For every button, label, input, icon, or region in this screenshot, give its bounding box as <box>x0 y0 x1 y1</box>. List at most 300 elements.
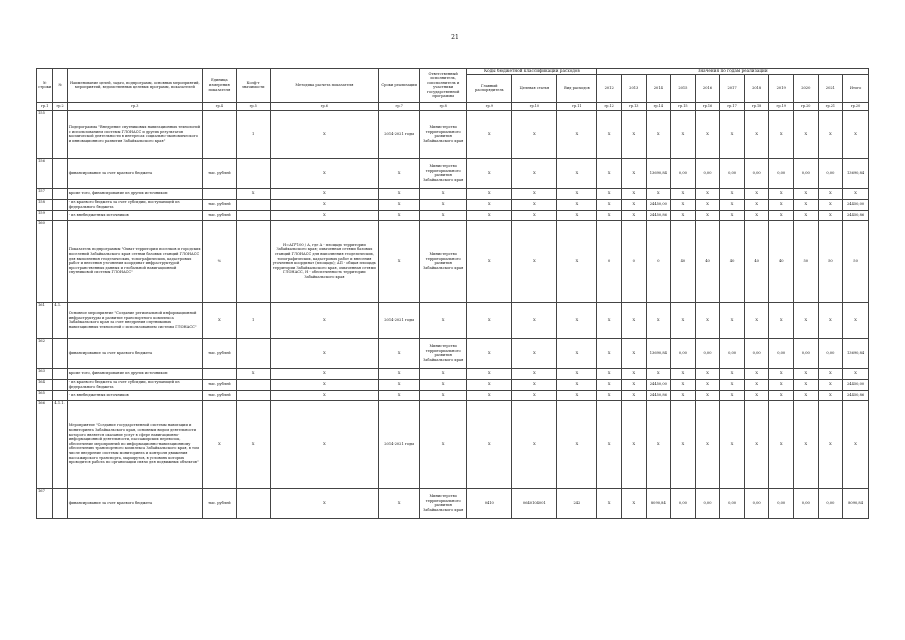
col-target-article-header: Целевая статья <box>512 74 557 102</box>
budget-codes-header: Коды бюджетной классификации расходов <box>467 69 597 75</box>
table-cell: 0,00 <box>720 158 745 188</box>
table-cell: Х <box>270 390 379 400</box>
table-cell: Х <box>695 390 720 400</box>
table-cell: 0,00 <box>695 338 720 368</box>
table-cell: Х <box>557 210 597 220</box>
table-cell: Х <box>720 110 745 158</box>
table-cell <box>202 368 236 379</box>
table-cell: Х <box>597 210 622 220</box>
table-cell: 0,00 <box>794 338 819 368</box>
table-row <box>37 158 869 188</box>
table-cell: Х <box>420 302 467 338</box>
table-cell: 2014-2021 годы <box>379 110 420 158</box>
table-cell: Х <box>646 368 671 379</box>
table-cell: 13690,84 <box>843 158 869 188</box>
table-cell: Х <box>420 400 467 488</box>
table-cell: Х <box>695 400 720 488</box>
table-cell: Х <box>379 379 420 390</box>
table-cell: Х <box>379 199 420 210</box>
table-cell: 0,00 <box>720 338 745 368</box>
column-number-cell: гр.20 <box>794 102 819 110</box>
table-cell: Х <box>379 338 420 368</box>
table-cell: Х <box>597 199 622 210</box>
table-cell: 24450,00 <box>843 379 869 390</box>
table-cell <box>53 368 67 379</box>
table-cell: Х <box>720 390 745 400</box>
year-header: 2015 <box>671 74 696 102</box>
table-cell: Х <box>557 220 597 302</box>
table-cell: тыс. рублей <box>202 158 236 188</box>
table-cell: 163 <box>37 368 53 379</box>
col-expense-type-header: Вид расходов <box>557 74 597 102</box>
table-cell: Х <box>720 302 745 338</box>
table-cell: Х <box>557 368 597 379</box>
table-cell: Х <box>818 368 843 379</box>
table-cell: Х <box>794 210 819 220</box>
table-cell: 0,00 <box>695 488 720 518</box>
table-cell: 160 <box>37 220 53 302</box>
table-cell <box>53 210 67 220</box>
col-row-number-header: № строки <box>37 69 53 103</box>
table-cell: Х <box>621 302 646 338</box>
table-cell: Х <box>270 400 379 488</box>
year-header: 2016 <box>695 74 720 102</box>
table-cell: Х <box>621 199 646 210</box>
table-cell: Х <box>621 390 646 400</box>
table-row <box>37 188 869 199</box>
table-cell: Х <box>621 158 646 188</box>
table-row <box>37 390 869 400</box>
table-cell: тыс. рублей <box>202 199 236 210</box>
table-row <box>37 210 869 220</box>
table-cell: 24450,86 <box>843 390 869 400</box>
column-number-cell: гр.1 <box>37 102 53 110</box>
table-cell <box>236 199 270 210</box>
table-cell: Х <box>236 368 270 379</box>
table-cell: 13690,84 <box>646 158 671 188</box>
column-number-cell: гр.12 <box>597 102 622 110</box>
table-cell: Х <box>794 390 819 400</box>
table-cell <box>53 199 67 210</box>
table-cell: Х <box>671 188 696 199</box>
column-number-cell: гр.6 <box>270 102 379 110</box>
table-cell: Х <box>512 210 557 220</box>
table-cell: Х <box>420 379 467 390</box>
table-cell: Х <box>512 199 557 210</box>
table-cell: 40 <box>769 220 794 302</box>
table-cell: Х <box>621 488 646 518</box>
table-cell: Х <box>769 210 794 220</box>
table-cell: Х <box>202 400 236 488</box>
table-cell: Х <box>512 158 557 188</box>
year-header: 2021 <box>818 74 843 102</box>
table-cell: тыс. рублей <box>202 488 236 518</box>
table-cell <box>53 379 67 390</box>
table-cell: Х <box>270 210 379 220</box>
table-cell: Х <box>512 338 557 368</box>
year-header: 2018 <box>744 74 769 102</box>
table-cell: 13690,84 <box>646 338 671 368</box>
column-number-cell: гр.21 <box>818 102 843 110</box>
table-cell: Х <box>769 400 794 488</box>
table-cell <box>53 488 67 518</box>
table-cell: Х <box>769 390 794 400</box>
col-executor-header: Ответственный исполнитель, соисполнитель и участники государственной программы <box>420 69 467 103</box>
table-cell: Министерство территориального развития Забайкальского края <box>420 220 467 302</box>
table-cell: 40 <box>695 220 720 302</box>
table-cell <box>236 379 270 390</box>
table-cell: Х <box>557 199 597 210</box>
table-cell: 50 <box>794 220 819 302</box>
page-number: 21 <box>451 34 459 41</box>
table-cell: Х <box>557 390 597 400</box>
table-cell: Х <box>420 210 467 220</box>
table-cell: Х <box>744 199 769 210</box>
table-cell: Х <box>467 110 512 158</box>
table-cell: Х <box>557 110 597 158</box>
table-cell: 158 <box>37 199 53 210</box>
table-cell: 0,00 <box>818 488 843 518</box>
table-cell: Х <box>467 188 512 199</box>
table-cell: Х <box>379 188 420 199</box>
table-cell: 0,00 <box>671 488 696 518</box>
year-header: 2012 <box>597 74 622 102</box>
table-cell: Х <box>379 390 420 400</box>
table-cell: Х <box>769 188 794 199</box>
column-number-cell: гр.18 <box>744 102 769 110</box>
table-cell: Х <box>597 188 622 199</box>
table-cell: Х <box>744 379 769 390</box>
table-row <box>37 302 869 338</box>
table-cell: Х <box>671 210 696 220</box>
table-cell: 2014-2021 годы <box>379 302 420 338</box>
year-values-header: Значения по годам реализации <box>597 69 869 75</box>
table-cell: 0,00 <box>769 158 794 188</box>
column-number-cell: гр.5 <box>236 102 270 110</box>
table-cell: Х <box>794 188 819 199</box>
column-number-cell: гр.2 <box>53 102 67 110</box>
table-cell: Х <box>512 220 557 302</box>
table-cell: Х <box>512 400 557 488</box>
column-number-cell: гр.17 <box>720 102 745 110</box>
table-cell: Х <box>270 488 379 518</box>
table-cell: Х <box>720 199 745 210</box>
column-number-cell: гр.14 <box>646 102 671 110</box>
table-cell: Х <box>769 379 794 390</box>
table-cell: Х <box>695 302 720 338</box>
table-cell: Х <box>818 302 843 338</box>
table-cell: Х <box>270 158 379 188</box>
table-cell: Х <box>818 210 843 220</box>
table-cell: 40 <box>720 220 745 302</box>
table-cell: Х <box>597 368 622 379</box>
table-cell: 0,00 <box>671 158 696 188</box>
table-cell: Х <box>379 368 420 379</box>
table-cell: Министерство территориального развития Забайкальского края <box>420 338 467 368</box>
table-cell: Х <box>843 188 869 199</box>
table-cell: Х <box>794 199 819 210</box>
table-cell: Х <box>512 302 557 338</box>
column-number-cell: гр.9 <box>467 102 512 110</box>
column-number-cell: гр.15 <box>671 102 696 110</box>
table-row <box>37 379 869 390</box>
total-header: Итого <box>843 74 869 102</box>
table-cell: Х <box>744 110 769 158</box>
table-cell: Н=АП*100 / А, где А - площадь территории Забайкальского края; охваченная сетями базовых станций ГЛОНАСС для выполнения геодезических, топографических, кадастровых работ и внесения уточнения координат (площадь); АП - общая площадь территории Забайкальского края, охваченная сетями ГЛОНАСС, Н - обеспеченность территории Забайкальского края <box>270 220 379 302</box>
table-cell: 156 <box>37 158 53 188</box>
table-cell: Х <box>236 188 270 199</box>
table-cell <box>53 338 67 368</box>
table-cell: Х <box>621 379 646 390</box>
table-cell: 0,00 <box>794 158 819 188</box>
table-cell: Х <box>794 110 819 158</box>
table-cell: Х <box>671 400 696 488</box>
table-cell: Х <box>695 379 720 390</box>
table-cell: 0,00 <box>769 338 794 368</box>
table-cell <box>53 158 67 188</box>
table-cell: Х <box>794 400 819 488</box>
table-cell: Х <box>646 302 671 338</box>
table-cell: Х <box>597 110 622 158</box>
column-number-cell: гр.16 <box>695 102 720 110</box>
table-cell: Х <box>467 368 512 379</box>
table-cell: Показатель подпрограммы "Охват территории поселков и городских поселений Забайкальского края сетями базовых станций ГЛОНАСС для выполнения геодезических, топографических, кадастровых работ и внесения уточнения координат инфраструктурой пространственных данных и глобальной навигационной спутниковой системы ГЛОНАСС" <box>67 220 202 302</box>
table-cell: Х <box>744 302 769 338</box>
column-number-cell: гр.10 <box>512 102 557 110</box>
table-cell: 24450,00 <box>646 379 671 390</box>
table-cell: 242 <box>557 488 597 518</box>
table-cell: 0 <box>646 220 671 302</box>
table-cell: Х <box>720 368 745 379</box>
table-cell: 166 <box>37 400 53 488</box>
table-cell: Х <box>379 158 420 188</box>
col-method-header: Методика расчета показателя <box>270 69 379 103</box>
table-cell: Х <box>467 338 512 368</box>
table-cell: Х <box>557 338 597 368</box>
table-cell: 161 <box>37 302 53 338</box>
table-cell: Х <box>744 390 769 400</box>
table-cell: Х <box>512 110 557 158</box>
table-cell: Х <box>843 302 869 338</box>
table-cell: 0,00 <box>744 488 769 518</box>
table-cell <box>53 110 67 158</box>
table-cell: Х <box>557 158 597 188</box>
table-cell: Х <box>646 400 671 488</box>
col-name-header: Наименование целей, задач, подпрограмм, основных мероприятий, мероприятий, ведомственных целевых программ, показателей <box>67 69 202 103</box>
table-cell: Х <box>671 199 696 210</box>
table-cell: 0,00 <box>769 488 794 518</box>
table-cell: 13690,84 <box>843 338 869 368</box>
table-cell <box>236 488 270 518</box>
table-cell: Х <box>597 158 622 188</box>
table-cell: 0410 <box>467 488 512 518</box>
col-term-header: Сроки реализации <box>379 69 420 103</box>
table-cell: Х <box>720 210 745 220</box>
table-cell: Х <box>671 390 696 400</box>
table-cell: Х <box>671 302 696 338</box>
table-cell: 2014-2021 годы <box>379 400 420 488</box>
table-cell: Х <box>818 379 843 390</box>
table-cell: 40 <box>744 220 769 302</box>
column-number-cell: гр.11 <box>557 102 597 110</box>
table-cell: Х <box>843 400 869 488</box>
table-cell: Х <box>744 210 769 220</box>
table-cell: Х <box>621 338 646 368</box>
table-cell: Х <box>720 379 745 390</box>
table-cell: Х <box>769 368 794 379</box>
table-cell: Х <box>597 390 622 400</box>
table-cell: Х <box>467 302 512 338</box>
table-cell: Х <box>621 210 646 220</box>
table-cell: Х <box>671 368 696 379</box>
col-manager-header: Главный распорядитель <box>467 74 512 102</box>
table-cell: Х <box>557 302 597 338</box>
table-cell: Х <box>843 368 869 379</box>
table-cell: Х <box>695 368 720 379</box>
table-cell <box>236 210 270 220</box>
column-numbers-row <box>37 102 869 110</box>
table-cell: Х <box>379 210 420 220</box>
table-cell: Х <box>270 199 379 210</box>
table-row <box>37 368 869 379</box>
table-cell: 4.1. <box>53 302 67 338</box>
table-cell: 0 <box>621 220 646 302</box>
year-header: 2013 <box>621 74 646 102</box>
table-cell: Х <box>695 110 720 158</box>
table-cell <box>202 188 236 199</box>
table-cell: Х <box>379 488 420 518</box>
table-cell: Х <box>236 400 270 488</box>
table-cell: 0,00 <box>720 488 745 518</box>
table-cell: Х <box>794 368 819 379</box>
table-cell: Х <box>818 400 843 488</box>
table-cell: 165 <box>37 390 53 400</box>
table-cell: 1 <box>236 110 270 158</box>
table-cell: Х <box>695 210 720 220</box>
table-cell: Х <box>270 188 379 199</box>
table-cell: Х <box>794 302 819 338</box>
table-cell <box>53 390 67 400</box>
table-cell: 50 <box>818 220 843 302</box>
table-cell: тыс. рублей <box>202 210 236 220</box>
table-cell: Х <box>744 188 769 199</box>
table-cell <box>236 158 270 188</box>
table-cell: - из краевого бюджета за счет субсидии, поступающей из федерального бюджета <box>67 199 202 210</box>
table-cell: Х <box>467 390 512 400</box>
table-cell: Х <box>818 110 843 158</box>
table-cell: кроме того, финансирование из других источников: <box>67 368 202 379</box>
column-number-cell: гр.19 <box>769 102 794 110</box>
table-cell <box>236 338 270 368</box>
column-number-cell: гр.4 <box>202 102 236 110</box>
table-row <box>37 488 869 518</box>
column-number-cell: гр.13 <box>621 102 646 110</box>
table-cell: Х <box>467 158 512 188</box>
table-cell: Х <box>512 390 557 400</box>
table-cell: Х <box>695 199 720 210</box>
table-cell: Х <box>597 379 622 390</box>
table-row <box>37 110 869 158</box>
table-cell: финансирование за счет краевого бюджета <box>67 338 202 368</box>
table-cell: Х <box>597 400 622 488</box>
table-cell: Х <box>420 390 467 400</box>
table-cell: Х <box>420 188 467 199</box>
table-row <box>37 400 869 488</box>
column-number-cell: гр.7 <box>379 102 420 110</box>
table-cell: 0,00 <box>744 338 769 368</box>
year-header: 2014 <box>646 74 671 102</box>
table-cell: Х <box>467 210 512 220</box>
table-cell <box>53 220 67 302</box>
table-cell: 164 <box>37 379 53 390</box>
table-cell: - из внебюджетных источников <box>67 210 202 220</box>
table-cell: Х <box>621 188 646 199</box>
col-coef-header: Коэф-т значимости <box>236 69 270 103</box>
table-cell: 167 <box>37 488 53 518</box>
table-cell: Х <box>467 379 512 390</box>
table-cell: Министерство территориального развития Забайкальского края <box>420 110 467 158</box>
table-cell: Х <box>646 188 671 199</box>
table-cell: 0,00 <box>818 338 843 368</box>
table-cell: 24450,00 <box>843 199 869 210</box>
table-cell: - из внебюджетных источников <box>67 390 202 400</box>
table-cell: Х <box>420 368 467 379</box>
column-number-cell: гр.20 <box>843 102 869 110</box>
table-cell: Х <box>467 400 512 488</box>
table-cell: Х <box>621 400 646 488</box>
table-cell: Х <box>646 110 671 158</box>
table-cell: тыс. рублей <box>202 379 236 390</box>
table-cell: - из краевого бюджета за счет субсидии, поступающей из федерального бюджета <box>67 379 202 390</box>
table-cell: Х <box>467 220 512 302</box>
table-cell: 0,00 <box>671 338 696 368</box>
table-cell: Х <box>270 302 379 338</box>
table-cell: 162 <box>37 338 53 368</box>
col-number-header: № <box>53 69 67 103</box>
table-cell: Х <box>557 379 597 390</box>
table-cell: Х <box>843 110 869 158</box>
table-cell: Х <box>597 338 622 368</box>
year-header: 2020 <box>794 74 819 102</box>
year-header: 2017 <box>720 74 745 102</box>
table-cell: финансирование за счет краевого бюджета <box>67 158 202 188</box>
table-cell: 0,00 <box>744 158 769 188</box>
table-cell: тыс. рублей <box>202 338 236 368</box>
table-cell: Х <box>379 220 420 302</box>
table-cell: % <box>202 220 236 302</box>
table-cell: 4.1.1. <box>53 400 67 488</box>
table-row <box>37 220 869 302</box>
table-cell: Х <box>695 188 720 199</box>
table-cell: 1 <box>236 302 270 338</box>
table-cell: Х <box>769 110 794 158</box>
table-cell: 0,00 <box>695 158 720 188</box>
table-cell: Х <box>270 368 379 379</box>
table-cell <box>202 110 236 158</box>
table-cell: Х <box>621 110 646 158</box>
table-cell: Х <box>621 368 646 379</box>
table-cell: Х <box>597 488 622 518</box>
table-cell: 24450,86 <box>843 210 869 220</box>
col-unit-header: Единица измерения показателя <box>202 69 236 103</box>
table-cell: 155 <box>37 110 53 158</box>
table-cell: Х <box>557 400 597 488</box>
table-cell: Х <box>744 400 769 488</box>
table-cell: Х <box>744 368 769 379</box>
table-cell: Х <box>557 188 597 199</box>
column-number-cell: гр.8 <box>420 102 467 110</box>
table-row <box>37 338 869 368</box>
